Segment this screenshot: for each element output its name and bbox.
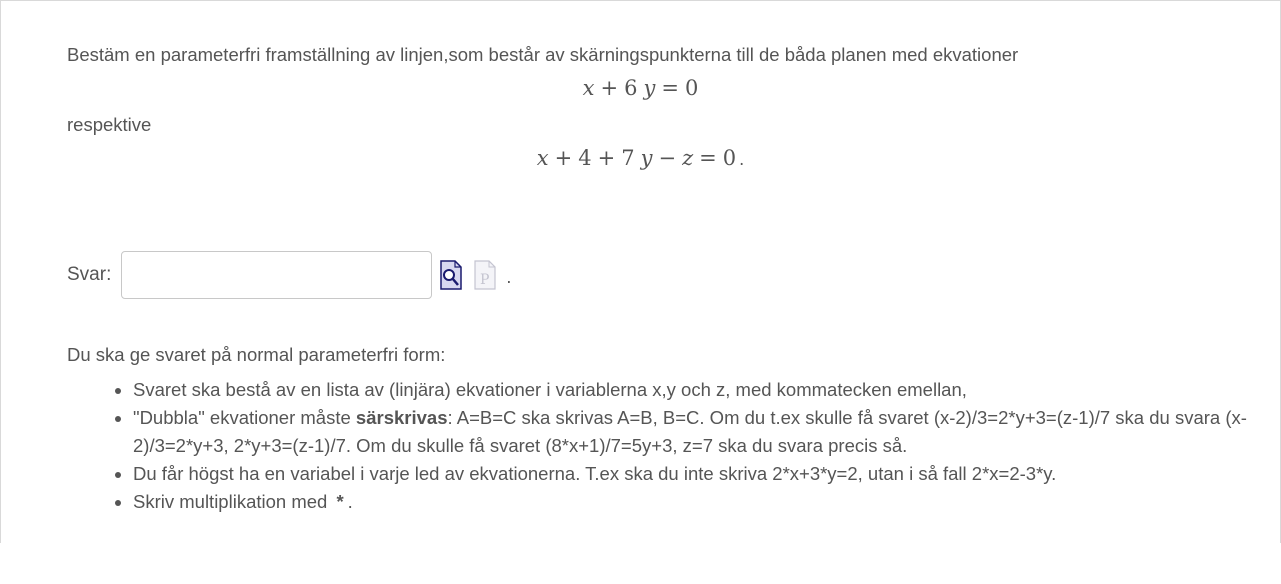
list-item: • "Dubbla" ekvationer måste särskrivas: A=B=C ska skrivas A=B, B=C. Om du t.ex skulle få svaret (x-2)/3=2*y+3=(z-1)/7 ska du svara (x-2)/3=2*y+3, 2*y+3=(z-1)/7. Om du skulle få svaret (8*x+1)/7=5y+3, z=7 ska du svara precis så. xyxy=(133,404,1263,460)
answer-trailing-dot: . xyxy=(506,266,512,287)
syntax-help-icon[interactable] xyxy=(474,260,496,290)
separator-text: respektive xyxy=(67,114,152,135)
instructions-title: Du ska ge svaret på normal parameterfri form: xyxy=(67,344,446,365)
list-item: • Du får högst ha en variabel i varje led av ekvationerna. T.ex ska du inte skriva 2*x+3*y=2, utan i så fall 2*x=2-3*y. xyxy=(133,460,1263,488)
answer-label: Svar: xyxy=(67,264,112,285)
answer-input[interactable] xyxy=(121,251,432,299)
question-text: Bestäm en parameterfri framställning av linjen,som består av skärningspunkterna till de båda planen med ekvationer xyxy=(67,44,1019,65)
svg-text:P: P xyxy=(480,272,490,288)
list-item: • Skriv multiplikation med * . xyxy=(133,488,1263,516)
equation-plane-2: x + 4 + 7 y − z = 0 . xyxy=(536,146,745,170)
instructions-list xyxy=(67,376,1263,516)
preview-magnifier-icon[interactable] xyxy=(440,260,462,290)
equation-plane-1: x + 6 y = 0 xyxy=(582,76,699,100)
answer-row xyxy=(67,250,511,300)
list-item: • Svaret ska bestå av en lista av (linjära) ekvationer i variablerna x,y och z, med kommatecken emellan, xyxy=(133,376,1263,404)
